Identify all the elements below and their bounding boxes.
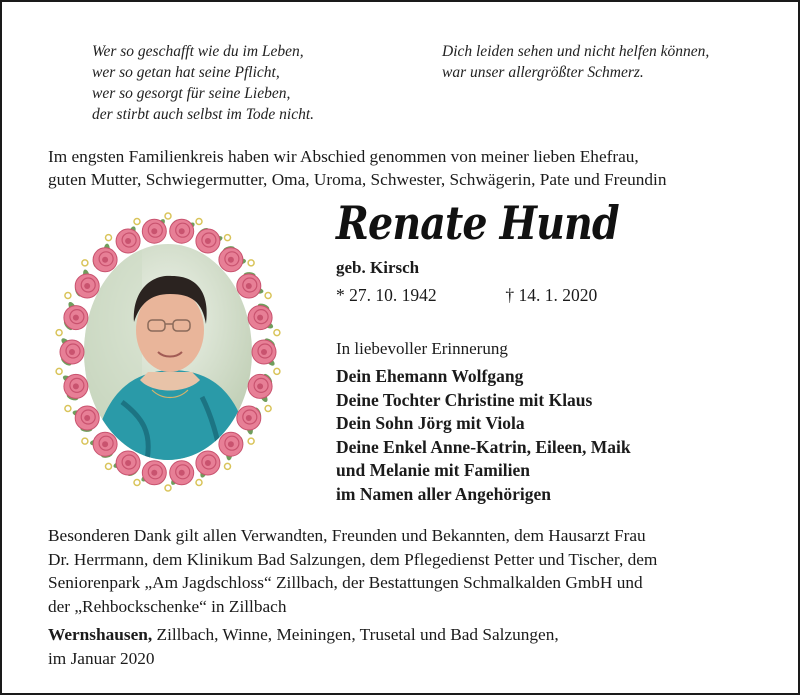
wreath-rose — [196, 451, 220, 475]
wreath-blossom — [274, 330, 280, 336]
wreath-rose — [248, 306, 272, 330]
wreath-rose — [116, 229, 140, 253]
wreath-blossom — [82, 438, 88, 444]
wreath-rose — [170, 219, 194, 243]
poem-left-line: der stirbt auch selbst im Tode nicht. — [92, 106, 315, 123]
wreath-blossom — [134, 480, 140, 486]
birth-date: * 27. 10. 1942 — [336, 285, 437, 305]
poem-right — [442, 41, 709, 83]
closing-block — [48, 623, 559, 670]
maiden-name: geb. Kirsch — [336, 258, 420, 277]
thanks-line: der „Rehbockschenke“ in Zillbach — [48, 596, 287, 616]
poem-left-line: Wer so geschafft wie du im Leben, — [92, 43, 304, 60]
wreath-rose — [219, 248, 243, 272]
wreath-blossom — [165, 213, 171, 219]
wreath-blossom — [106, 463, 112, 469]
thanks-line: Besonderen Dank gilt allen Verwandten, Freunden und Bekannten, dem Hausarzt Frau — [48, 526, 646, 545]
thanks-line: Seniorenpark „Am Jagdschloss“ Zillbach, der Bestattungen Schmalkalden GmbH und — [48, 573, 643, 592]
wreath-rose — [252, 340, 276, 364]
deceased-name: Renate Hund — [336, 196, 619, 250]
wreath-rose — [93, 248, 117, 272]
intro-text — [48, 145, 760, 191]
thanks-line: Dr. Herrmann, dem Klinikum Bad Salzungen, dem Pflegedienst Petter und Tischer, dem — [48, 549, 658, 569]
wreath-blossom — [106, 235, 112, 241]
places-line — [48, 623, 559, 647]
wreath-blossom — [196, 480, 202, 486]
wreath-rose — [60, 340, 84, 364]
wreath-blossom — [225, 463, 231, 469]
mourner-line: Dein Ehemann Wolfgang — [336, 366, 524, 386]
mourner-line: Deine Enkel Anne-Katrin, Eileen, Maik — [336, 436, 631, 457]
mourners-list — [336, 365, 631, 506]
mourner-line: Deine Tochter Christine mit Klaus — [336, 389, 593, 410]
wreath-rose — [142, 219, 166, 243]
wreath-rose — [237, 406, 261, 430]
intro-line: guten Mutter, Schwiegermutter, Oma, Uroma, Schwester, Schwägerin, Pate und Freundin — [48, 170, 667, 189]
poem-left-line: wer so gesorgt für seine Lieben, — [92, 85, 291, 102]
poem-right-line: war unser allergrößter Schmerz. — [442, 64, 644, 81]
mourner-line: im Namen aller Angehörigen — [336, 483, 552, 504]
wreath-rose — [75, 406, 99, 430]
wreath-blossom — [82, 260, 88, 266]
mourner-line: und Melanie mit Familien — [336, 460, 530, 480]
wreath-rose — [196, 229, 220, 253]
thanks-paragraph — [48, 524, 758, 618]
wreath-rose — [75, 274, 99, 298]
wreath-blossom — [274, 368, 280, 374]
poem-left — [92, 41, 314, 125]
wreath-blossom — [56, 330, 62, 336]
wreath-rose — [64, 306, 88, 330]
memory-line: In liebevoller Erinnerung — [336, 339, 508, 358]
wreath-rose — [219, 432, 243, 456]
wreath-blossom — [225, 235, 231, 241]
wreath-blossom — [165, 485, 171, 491]
wreath-blossom — [248, 438, 254, 444]
places-rest: Zillbach, Winne, Meiningen, Trusetal und Bad Salzungen, — [152, 625, 559, 644]
wreath-rose — [116, 451, 140, 475]
place-main: Wernshausen, — [48, 625, 153, 644]
mourner-line: Dein Sohn Jörg mit Viola — [336, 413, 525, 433]
poem-left-line: wer so getan hat seine Pflicht, — [92, 64, 280, 81]
wreath-blossom — [196, 219, 202, 225]
wreath-rose — [248, 374, 272, 398]
wreath-blossom — [65, 293, 71, 299]
wreath-rose — [237, 274, 261, 298]
wreath-blossom — [265, 293, 271, 299]
closing-date: im Januar 2020 — [48, 648, 155, 668]
wreath-blossom — [134, 219, 140, 225]
wreath-rose — [142, 461, 166, 485]
wreath-blossom — [248, 260, 254, 266]
wreath-rose — [170, 461, 194, 485]
death-date: † 14. 1. 2020 — [505, 285, 598, 305]
poem-right-line: Dich leiden sehen und nicht helfen können, — [442, 43, 710, 60]
life-dates — [336, 285, 597, 306]
intro-line: Im engsten Familienkreis haben wir Abschied genommen von meiner lieben Ehefrau, — [48, 147, 639, 166]
wreath-rose — [93, 432, 117, 456]
wreath-rose — [64, 374, 88, 398]
wreath-blossom — [65, 406, 71, 412]
wreath-blossom — [56, 368, 62, 374]
wreath-blossom — [265, 406, 271, 412]
portrait-photo-with-rose-wreath — [52, 202, 284, 502]
